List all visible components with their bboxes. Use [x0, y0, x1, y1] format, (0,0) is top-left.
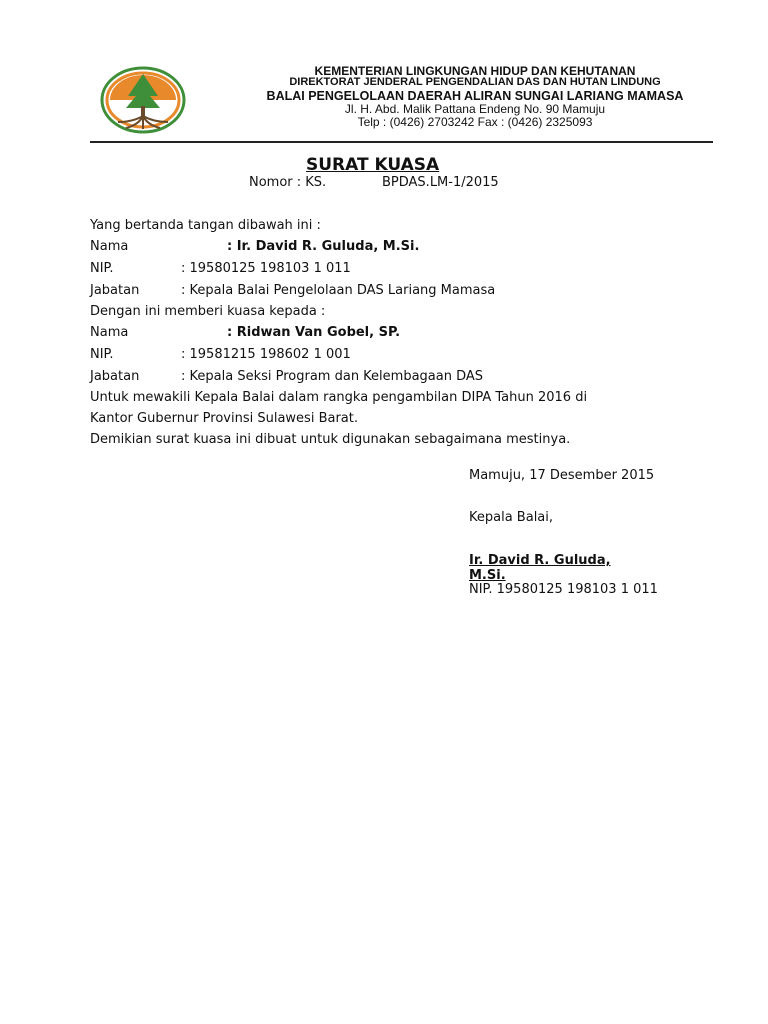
- signature-nip: NIP. 19580125 198103 1 011: [469, 582, 658, 597]
- signature-name: Ir. David R. Guluda, M.Si.: [469, 553, 611, 583]
- delegate-name-value: : Ridwan Van Gobel, SP.: [227, 325, 401, 340]
- signer-name-value: : Ir. David R. Guluda, M.Si.: [227, 239, 420, 254]
- delegate-jabatan-label: Jabatan: [90, 369, 140, 384]
- purpose-line-2: Kantor Gubernur Provinsi Sulawesi Barat.: [90, 411, 358, 426]
- delegate-nip-value: : 19581215 198602 1 001: [181, 347, 351, 362]
- office-name: BALAI PENGELOLAAN DAERAH ALIRAN SUNGAI LARIANG MAMASA: [266, 89, 684, 103]
- ministry-name: KEMENTERIAN LINGKUNGAN HIDUP DAN KEHUTANAN: [314, 64, 636, 78]
- signer-name-label: Nama: [90, 239, 129, 254]
- office-address: Jl. H. Abd. Malik Pattana Endeng No. 90 Mamuju: [344, 102, 606, 116]
- header-divider: [90, 141, 713, 143]
- nomor-value: BPDAS.LM-1/2015: [382, 175, 499, 190]
- signer-nip-value: : 19580125 198103 1 011: [181, 261, 351, 276]
- signer-nip-label: NIP.: [90, 261, 114, 276]
- signature-place-date: Mamuju, 17 Desember 2015: [469, 468, 655, 483]
- ministry-logo-icon: [100, 66, 186, 134]
- delegate-nip-label: NIP.: [90, 347, 114, 362]
- signer-jabatan-label: Jabatan: [90, 283, 140, 298]
- document-title: SURAT KUASA: [306, 155, 440, 175]
- purpose-line-1: Untuk mewakili Kepala Balai dalam rangka pengambilan DIPA Tahun 2016 di: [90, 390, 588, 405]
- directorate-name: DIREKTORAT JENDERAL PENGENDALIAN DAS DAN HUTAN LINDUNG: [289, 76, 661, 88]
- nomor-label: Nomor : KS.: [249, 175, 327, 190]
- office-phone: Telp : (0426) 2703242 Fax : (0426) 2325093: [357, 115, 593, 129]
- signer-jabatan-value: : Kepala Balai Pengelolaan DAS Lariang Mamasa: [181, 283, 496, 298]
- intro-text: Yang bertanda tangan dibawah ini :: [90, 218, 321, 233]
- closing-text: Demikian surat kuasa ini dibuat untuk digunakan sebagaimana mestinya.: [90, 432, 571, 447]
- signature-position: Kepala Balai,: [469, 510, 554, 525]
- delegate-intro-text: Dengan ini memberi kuasa kepada :: [90, 304, 326, 319]
- delegate-jabatan-value: : Kepala Seksi Program dan Kelembagaan DAS: [181, 369, 484, 384]
- delegate-name-label: Nama: [90, 325, 129, 340]
